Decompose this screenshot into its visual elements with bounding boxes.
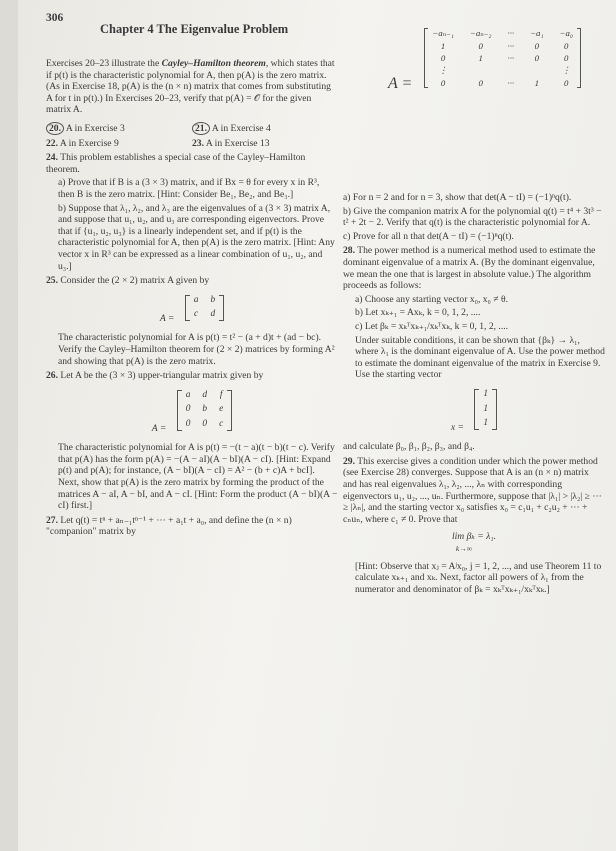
matrix-cell: −a₁ (530, 28, 544, 38)
exercise-26-body: The characteristic polynomial for A is p(t) = −(t − a)(t − b)(t − c). Verify that p(A) has the form p(A) = −(A − aI)(A − bI)(A − cI). [Hint: Expand p(t) and p(A); for instance, (A − bI)(A − cI) = A² − (b + c)A + bcI]. Next, show that p(A) is the zero matrix by forming the product of the matrices A − aI, A − bI, and A − cI. [Hint: Form the product (A − bI)(A − cI) first.] (58, 442, 338, 512)
exercise-row-22-23 (46, 135, 338, 150)
matrix-cell (530, 65, 543, 76)
exercise-row-20-21 (46, 120, 338, 135)
exercise-25-body: The characteristic polynomial for A is p(t) = t² − (a + d)t + (ad − bc). Verify the Cayley–Hamilton theorem for (2 × 2) matrices by forming A² and showing that p(A) is the zero matrix. (58, 332, 335, 367)
matrix-cell: 0 (440, 53, 446, 63)
exercise-28-body: Under suitable conditions, it can be shown that {βₖ} → λ₁, where λ₁ is the dominant eigenvalue of A. Use the power method to estimate the dominant eigenvalue of the matrix in Exercise 9. Use the starting vector (355, 334, 605, 381)
matrix-cell: f (219, 389, 223, 400)
matrix-cell: 1 (440, 41, 446, 51)
matrix-cell: ⋮ (561, 65, 571, 75)
exercise-24-part-a: a) Prove that if B is a (3 × 3) matrix, and if Bx = θ for every x in R³, then B is the zero matrix. [Hint: Consider Be₁, Be₂, and Be₃.] (58, 177, 320, 200)
limit-equation: lim βₖ = λ₁. k→∞ (451, 531, 497, 554)
exercise-28-end: and calculate β₀, β₁, β₂, β₃, and β₄. (343, 441, 475, 453)
matrix-cell: 1 (534, 78, 540, 88)
matrix-cell: 0 (185, 404, 191, 415)
exercise-27-part-b: b) Give the companion matrix A for the polynomial q(t) = t⁴ + 3t³ − t² + 2t − 2. Verify that q(t) is the characteristic polynomial for A. (343, 205, 602, 229)
matrix-cell: ··· (507, 78, 515, 88)
matrix-cell: 0 (534, 41, 540, 51)
matrix-cell: a (185, 389, 191, 400)
companion-matrix-label: A = (388, 75, 413, 92)
exercise-23: 23. A in Exercise 13 (192, 137, 270, 149)
matrix-cell: a (193, 294, 199, 305)
exercise-27-part-a: a) For n = 2 and for n = 3, show that det(A − tI) = (−1)ⁿq(t). (343, 192, 572, 203)
matrix-cell: 1 (478, 53, 483, 63)
matrix-cell: −aₙ₋₂ (469, 28, 492, 38)
textbook-page (18, 0, 616, 851)
matrix-cell: c (194, 309, 199, 320)
matrix-3x3-upper-triangular: A = a d f 0 b e 0 0 c (46, 390, 338, 434)
exercises-intro: Exercises 20–23 illustrate the Cayley–Hamilton theorem, which states that if p(t) is the characteristic polynomial for A, then p(A) is the zero matrix. (As in Exercise 18, p(A) is the (n × n) matrix that comes from substituting A for t in p(t).) In Exercises 20–23, verify that p(A) = 𝒪 for the given matrix A. (46, 58, 335, 116)
matrix-cell: 0 (440, 78, 446, 88)
matrix-cell: −aₙ₋₁ (432, 28, 454, 38)
exercise-28-step-c: c) Let βₖ = xₖᵀxₖ₊₁/xₖᵀxₖ, k = 0, 1, 2, .... (355, 320, 509, 332)
matrix-cell: 0 (564, 53, 569, 63)
exercise-22: 22. A in Exercise 9 (46, 137, 119, 149)
vector-entry: 1 (483, 388, 489, 399)
vector-entry: 1 (483, 418, 489, 429)
exercise-21: 21. A in Exercise 4 (192, 123, 338, 135)
exercise-28-step-b: b) Let xₖ₊₁ = Axₖ, k = 0, 1, 2, .... (355, 307, 481, 319)
page-number: 306 (46, 12, 64, 24)
exercise-24-part-b: b) Suppose that λ₁, λ₂, and λ₃ are the eigenvalues of a (3 × 3) matrix A, and suppose that u₁, u₂, and u₃ are corresponding eigenvectors. Prove that if {u₁, u₂, u₃} is a linearly independent set, and if p(t) is the characteristic polynomial for A, then p(A) is the zero matrix. [Hint: Any vector x in R³ can be expressed as a linear combination of u₁, u₂, and u₃.] (58, 202, 335, 272)
exercise-26: 26. Let A be the (3 × 3) upper-triangular matrix given by A = a d f 0 b e 0 0 c The characteristic polynomial for A is p(t) = −(t − a)(t − b)(t − c). Verify that p(A) has the form p(A) = −(A − aI)(A − bI)(A − cI). [Hint: Expand p(t) and p(A); for instance, (A − bI)(A − cI) = A² − (b + c)A + bcI]. Next, show that p(A) is the zero matrix by forming the product of the matrices A − aI, A − bI, and A − cI. [Hint: Form the product (A − bI)(A − cI) first.] (46, 370, 338, 512)
matrix-cell: 0 (564, 78, 569, 88)
exercise-29: 29. This exercise gives a condition under which the power method (see Exercise 28) converges. Suppose that A is an (n × n) matrix and has real eigenvalues λ₁, λ₂, ..., λₙ with corresponding eigenvectors u₁, u₂, ..., uₙ. Furthermore, suppose that |λ₁| > |λ₂| ≥ ··· ≥ |λₙ|, and the starting vector x₀ satisfies x₀ = c₁u₁ + c₂u₂ + ··· + cₙuₙ, where c₁ ≠ 0. Prove that lim βₖ = λ₁. k→∞ [Hint: Observe that xⱼ = Aʲx₀, j = 1, 2, ..., and use Theorem 11 to calculate xₖ₊₁ and xₖ. Next, factor all powers of λ₁ from the numerator and denominator of βₖ = xₖᵀxₖ₊₁/xₖᵀxₖ.] (343, 456, 605, 596)
theorem-name: Cayley–Hamilton theorem (161, 58, 266, 69)
matrix-cell: 0 (202, 419, 208, 430)
matrix-cell: d (210, 309, 216, 320)
matrix-cell (508, 65, 515, 76)
matrix-2x2: A = a b c d (46, 295, 338, 325)
matrix-cell: 0 (534, 53, 540, 63)
vector-entry: 1 (483, 403, 489, 414)
matrix-cell: c (219, 419, 224, 430)
left-column (46, 58, 338, 538)
exercise-27: 27. Let q(t) = tⁿ + aₙ₋₁tⁿ⁻¹ + ··· + a₁t + a₀, and define the (n × n) "companion" matrix by (46, 514, 292, 538)
matrix-cell: 0 (185, 419, 191, 430)
matrix-cell (470, 65, 492, 76)
exercise-27-part-c: c) Prove for all n that det(A − tI) = (−1)ⁿq(t). (343, 230, 514, 242)
matrix-cell: ⋮ (438, 65, 448, 75)
matrix-cell: e (219, 404, 224, 415)
matrix-cell: d (202, 389, 208, 400)
matrix-cell: ··· (507, 28, 515, 38)
exercise-25: 25. Consider the (2 × 2) matrix A given by A = a b c d The characteristic polynomial for A is p(t) = t² − (a + d)t + (ad − bc). Verify the Cayley–Hamilton theorem for (2 × 2) matrices by forming A² and showing that p(A) is the zero matrix. (46, 275, 338, 367)
companion-matrix (388, 28, 581, 93)
matrix-cell: b (210, 294, 216, 305)
exercise-29-hint: [Hint: Observe that xⱼ = Aʲx₀, j = 1, 2, ..., and use Theorem 11 to calculate xₖ₊₁ and xₖ. Next, factor all powers of λ₁ from the numerator and denominator of βₖ = xₖᵀxₖ₊₁/xₖᵀxₖ.] (355, 560, 602, 595)
exercise-24: 24. This problem establishes a special case of the Cayley–Hamilton theorem. a) Prove that if B is a (3 × 3) matrix, and if Bx = θ for every x in R³, then B is the zero matrix. [Hint: Consider Be₁, Be₂, and Be₃.] b) Suppose that λ₁, λ₂, and λ₃ are the eigenvalues of a (3 × 3) matrix A, and suppose that u₁, u₂, and u₃ are corresponding eigenvectors. Prove that if {u₁, u₂, u₃} is a linearly independent set, and if p(t) is the characteristic polynomial for A, then p(A) is the zero matrix. [Hint: Any vector x in R³ can be expressed as a linear combination of u₁, u₂, and u₃.] (46, 152, 338, 272)
matrix-cell: b (202, 404, 208, 415)
exercise-28-step-a: a) Choose any starting vector x₀, x₀ ≠ θ. (355, 293, 508, 305)
matrix-cell: 0 (478, 78, 483, 88)
matrix-cell: ··· (507, 41, 515, 51)
exercise-20: 20. A in Exercise 3 (46, 123, 192, 135)
chapter-title: Chapter 4 The Eigenvalue Problem (100, 22, 289, 36)
matrix-cell: −a₀ (559, 28, 573, 38)
matrix-cell: 0 (478, 41, 483, 51)
starting-vector: x = 1 1 1 (343, 389, 605, 433)
matrix-cell: 0 (564, 41, 569, 51)
right-column (343, 190, 605, 595)
matrix-cell: ··· (507, 53, 515, 63)
exercise-28: 28. The power method is a numerical method used to estimate the dominant eigenvalue of a matrix A. (By the dominant eigenvalue, we mean the one that is largest in absolute value.) The algorithm proceeds as follows: a) Choose any starting vector x₀, x₀ ≠ θ. b) Let xₖ₊₁ = Axₖ, k = 0, 1, 2, .... c) Let βₖ = xₖᵀxₖ₊₁/xₖᵀxₖ, k = 0, 1, 2, .... Under suitable conditions, it can be shown that {βₖ} → λ₁, where λ₁ is the dominant eigenvalue of A. Use the power method to estimate the dominant eigenvalue of the matrix in Exercise 9. Use the starting vector x = 1 1 1 and calculate β₀, β₁, β₂, β₃, and β₄. (343, 245, 605, 453)
